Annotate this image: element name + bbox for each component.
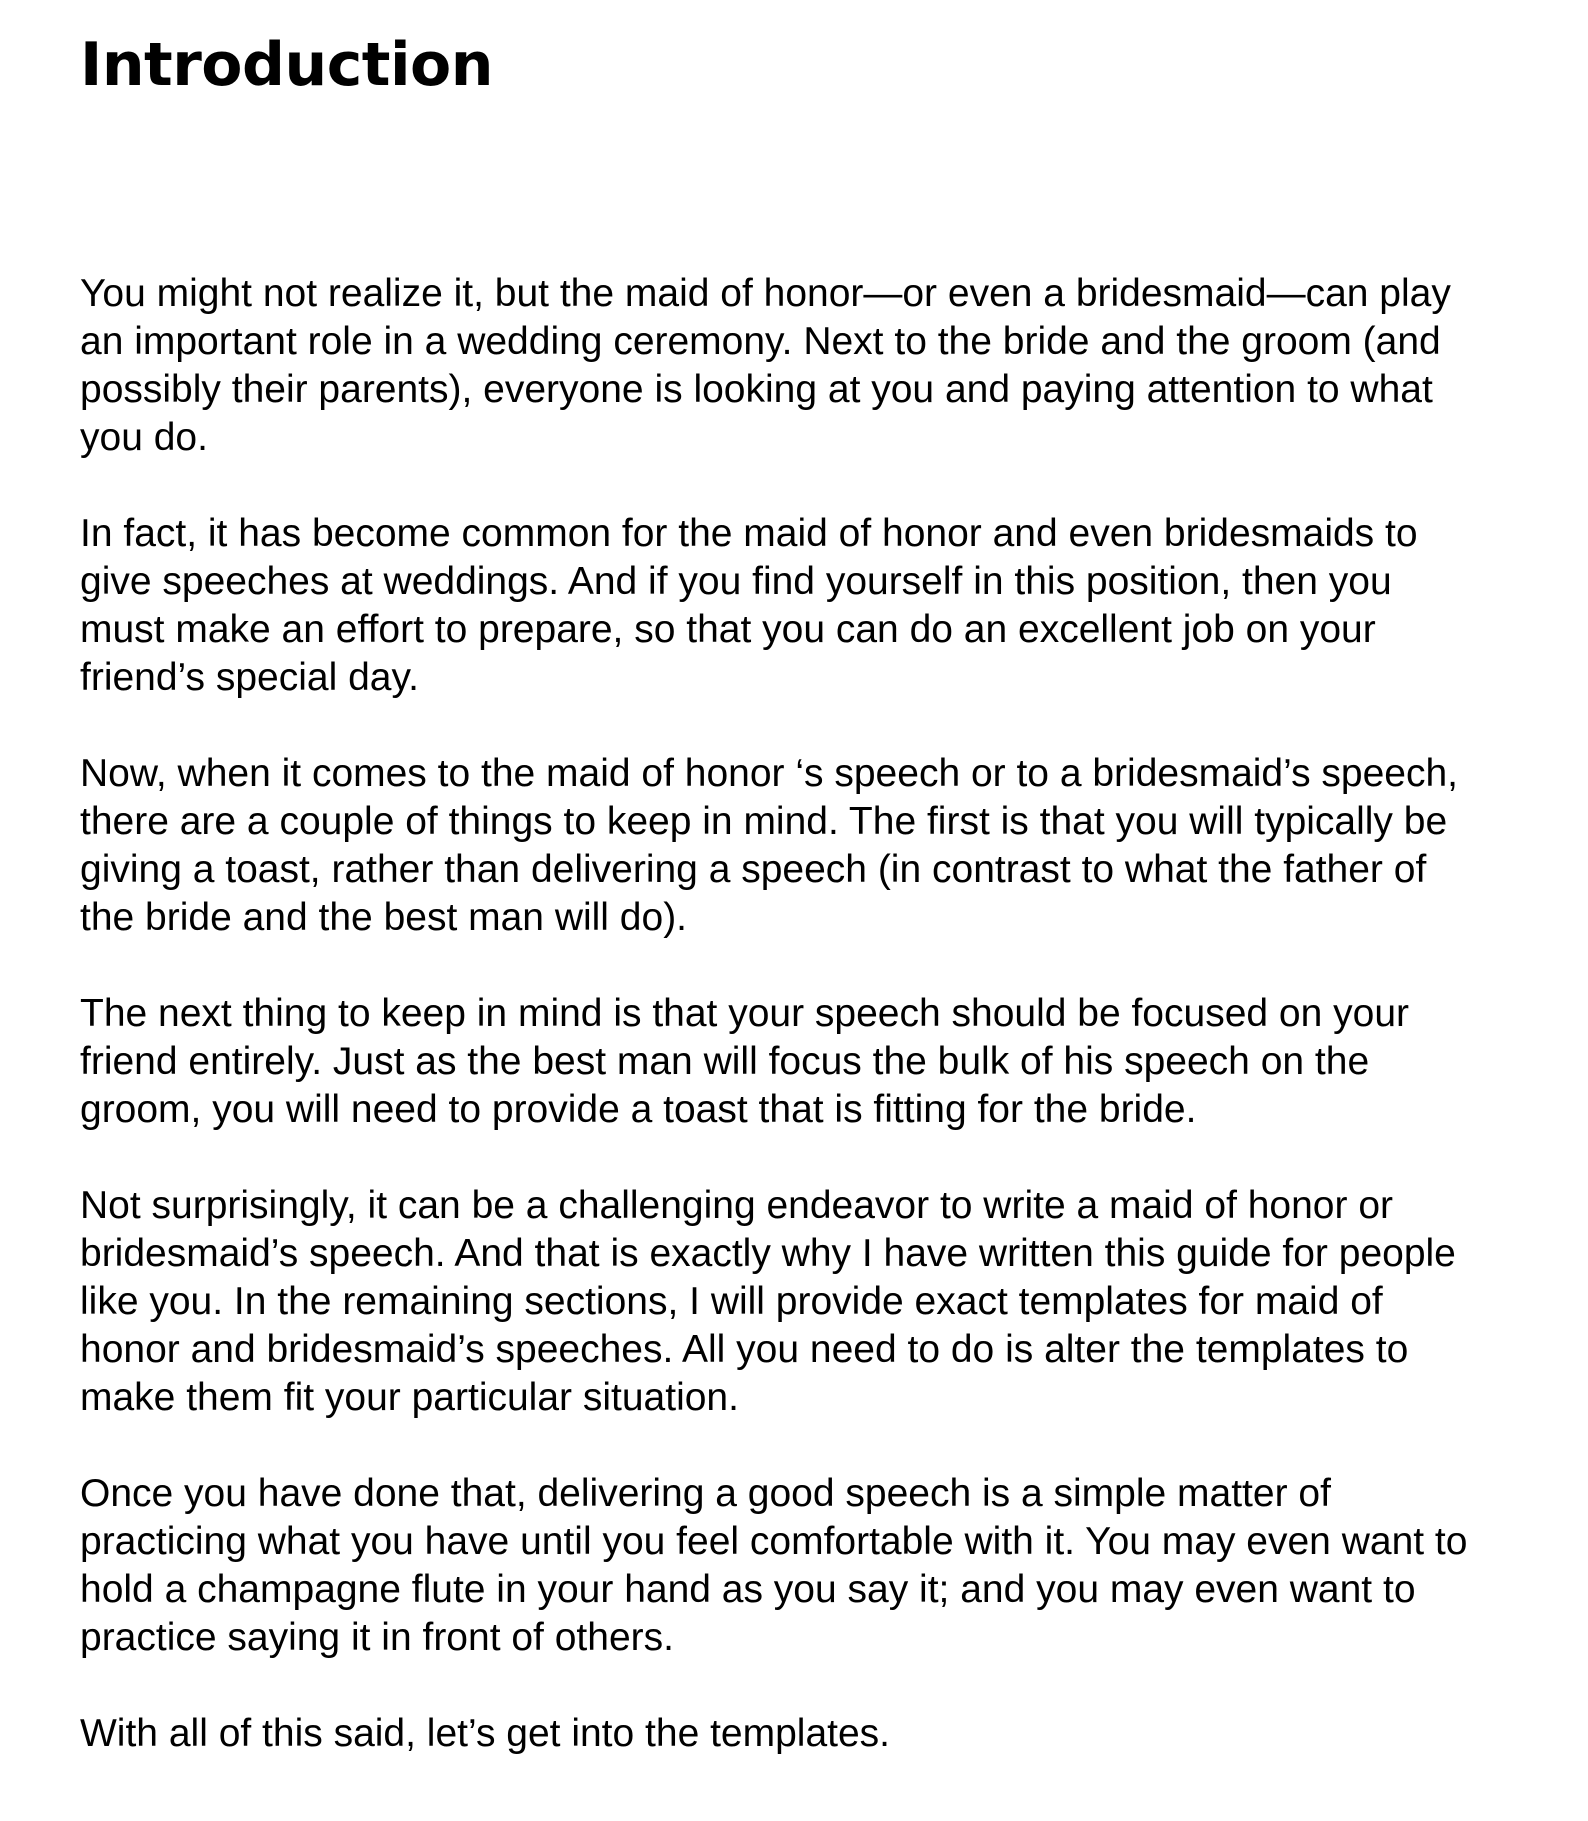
document-body bbox=[80, 270, 1580, 1758]
paragraph-2: In fact, it has become common for the maid of honor and even bridesmaids to give speeches at weddings. And if you find yourself in this position, then you must make an effort to prepare, so that you can do an excellent job on your friend’s special day. bbox=[80, 512, 1418, 699]
paragraph-4: The next thing to keep in mind is that your speech should be focused on your friend entirely. Just as the best man will focus the bulk of his speech on the groom, you will need to provide a toast that is fitting for the bride. bbox=[80, 992, 1409, 1131]
paragraph-7: With all of this said, let’s get into the templates. bbox=[80, 1712, 891, 1755]
page-title: Introduction bbox=[80, 30, 493, 100]
paragraph-5: Not surprisingly, it can be a challenging endeavor to write a maid of honor or bridesmaid’s speech. And that is exactly why I have written this guide for people like you. In the remaining sections, I will provide exact templates for maid of honor and bridesmaid’s speeches. All you need to do is alter the templates to make them fit your particular situation. bbox=[80, 1184, 1456, 1419]
document-page bbox=[80, 30, 1580, 1758]
paragraph-3: Now, when it comes to the maid of honor ‘s speech or to a bridesmaid’s speech, there are a couple of things to keep in mind. The first is that you will typically be giving a toast, rather than delivering a speech (in contrast to what the father of the bride and the best man will do). bbox=[80, 752, 1459, 939]
paragraph-1: You might not realize it, but the maid of honor—or even a bridesmaid—can play an important role in a wedding ceremony. Next to the bride and the groom (and possibly their parents), everyone is looking at you and paying attention to what you do. bbox=[80, 272, 1451, 459]
paragraph-6: Once you have done that, delivering a good speech is a simple matter of practicing what you have until you feel comfortable with it. You may even want to hold a champagne flute in your hand as you say it; and you may even want to practice saying it in front of others. bbox=[80, 1472, 1468, 1659]
